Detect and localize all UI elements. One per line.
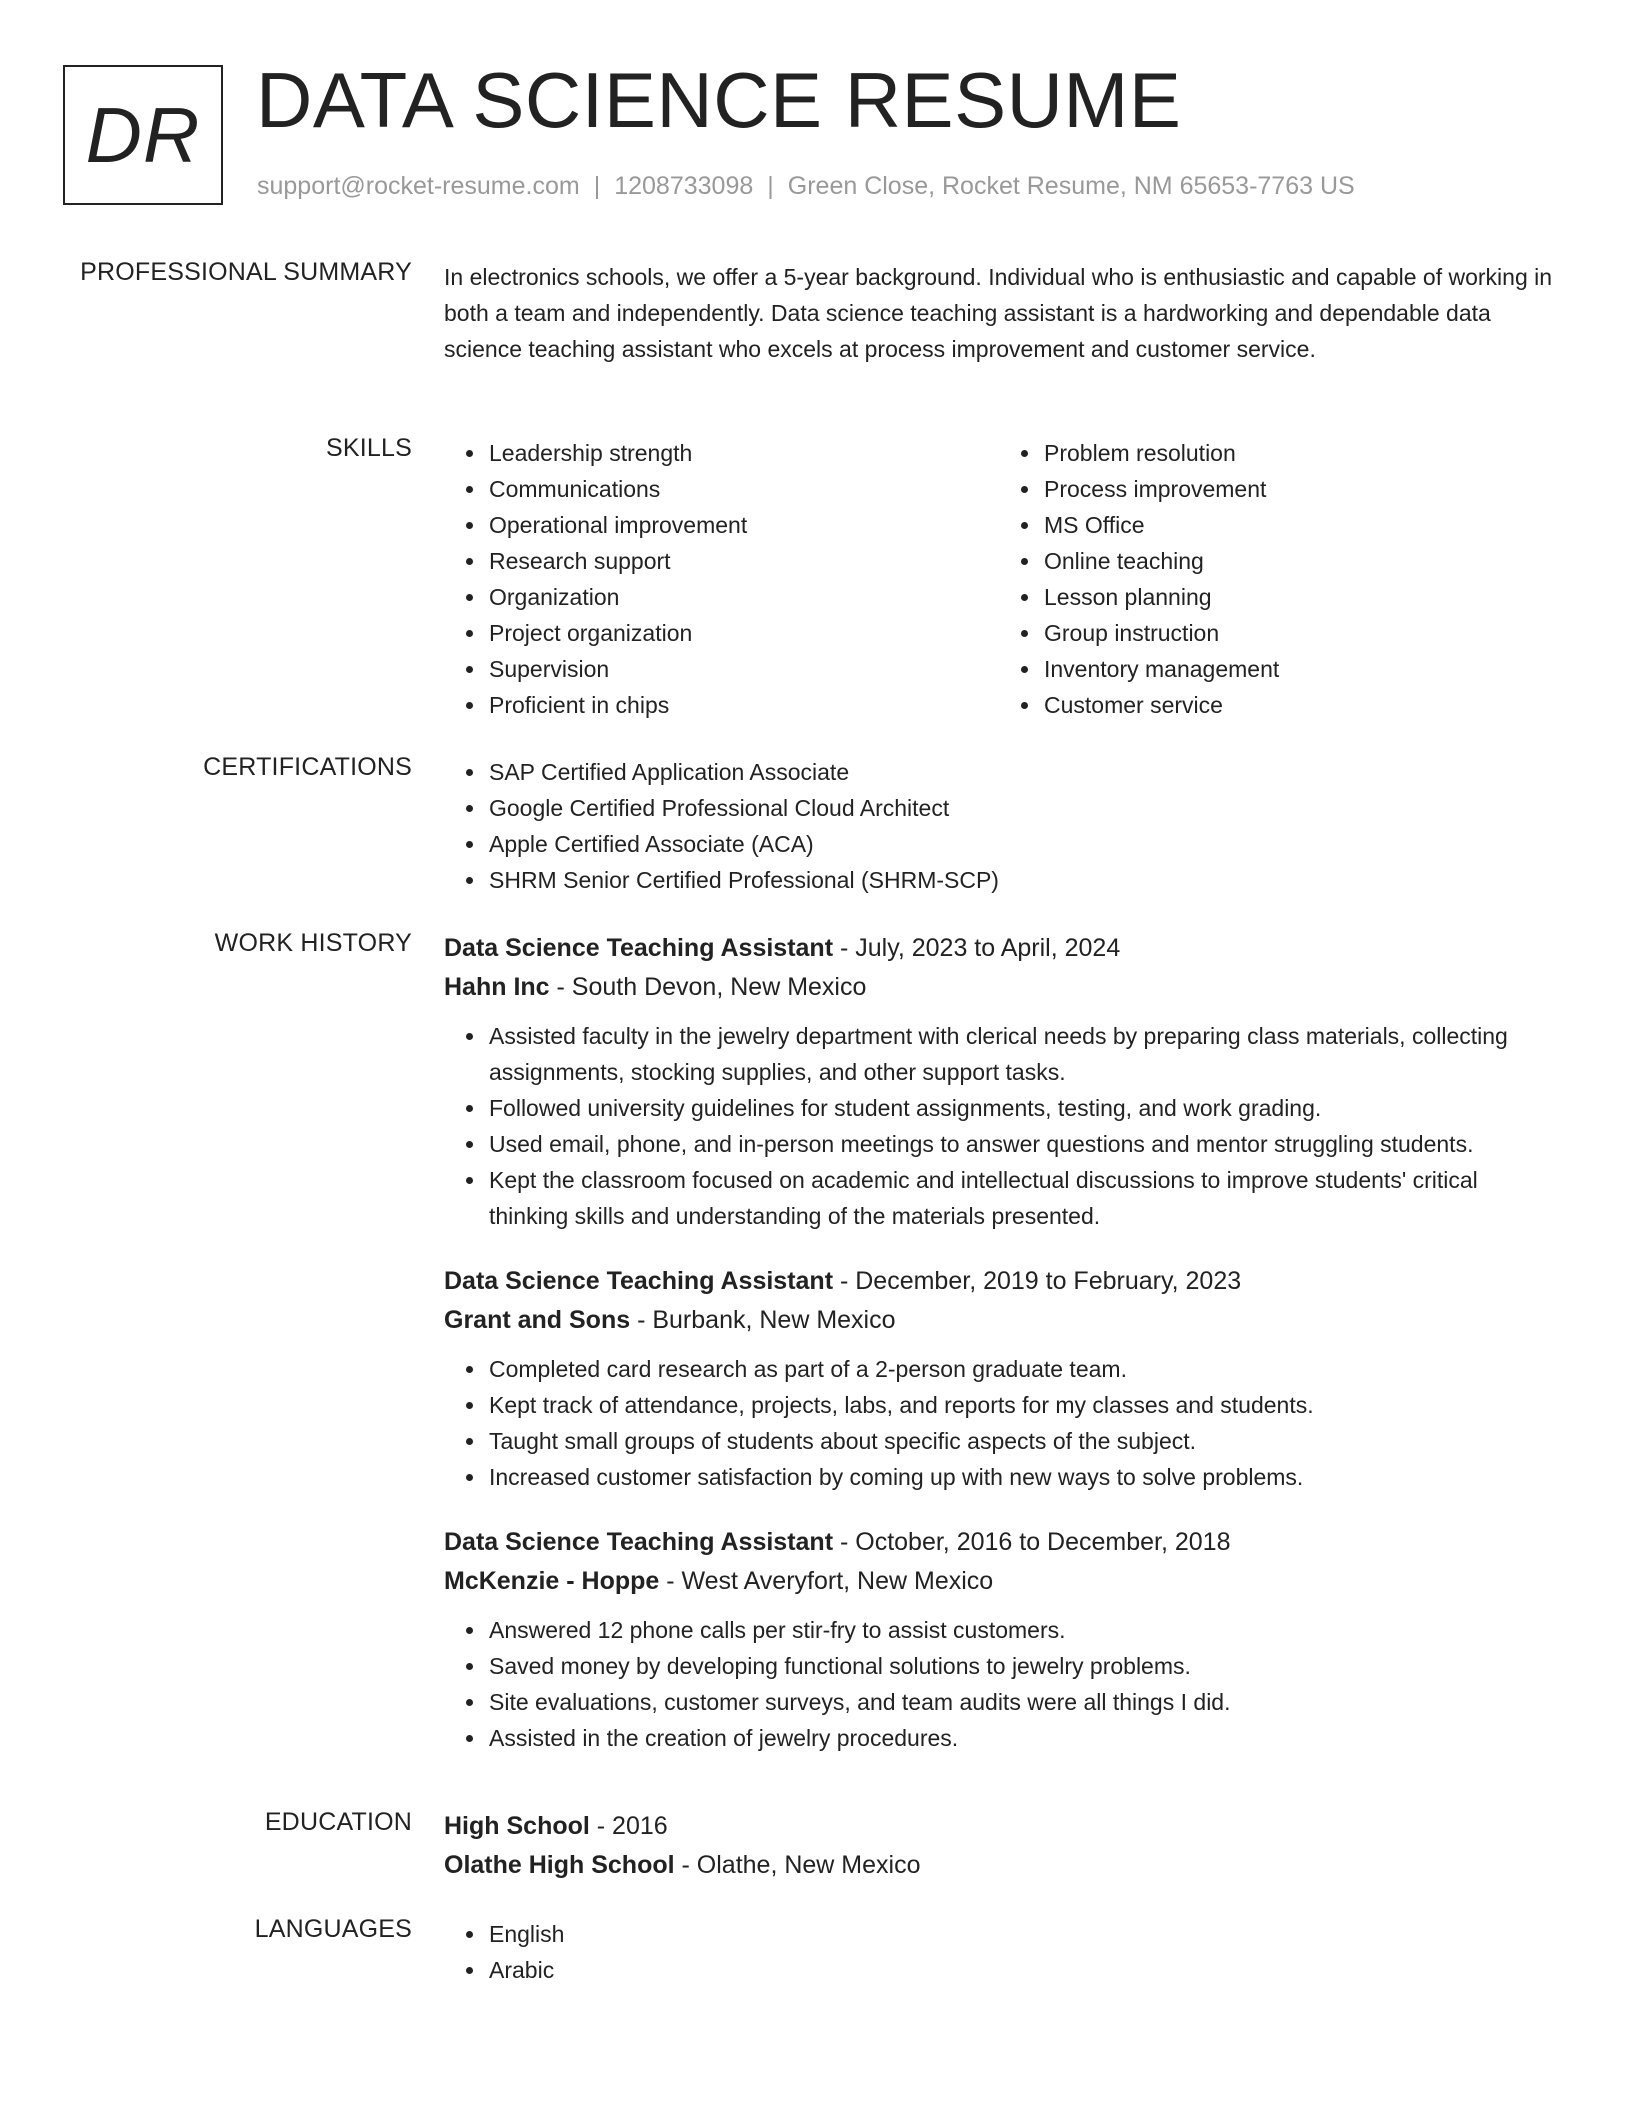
job-entry xyxy=(444,1262,1554,1495)
initials-monogram: DR xyxy=(63,65,223,205)
skill-item: • Group instruction xyxy=(1042,615,1554,651)
job-title: Data Science Teaching Assistant xyxy=(444,1528,834,1556)
job-duties-list xyxy=(444,1351,1554,1495)
skill-item: • Operational improvement xyxy=(487,507,999,543)
work-history-body xyxy=(444,929,1554,1784)
languages-list xyxy=(444,1916,1554,1988)
skill-item: • Inventory management xyxy=(1042,651,1554,687)
job-company: Hahn Inc xyxy=(444,973,550,1001)
job-company: McKenzie - Hoppe xyxy=(444,1567,660,1595)
skill-item: • Lesson planning xyxy=(1042,579,1554,615)
education-location: - Olathe, New Mexico xyxy=(674,1851,921,1879)
education-body xyxy=(444,1807,1554,1885)
skill-item: • Process improvement xyxy=(1042,471,1554,507)
certification-item: • SHRM Senior Certified Professional (SHRM-SCP) xyxy=(487,862,1554,898)
job-location: - South Devon, New Mexico xyxy=(549,973,867,1001)
job-location: - Burbank, New Mexico xyxy=(630,1306,896,1334)
education-school-line xyxy=(444,1846,1554,1885)
job-company-line xyxy=(444,968,1554,1007)
section-label-education: EDUCATION xyxy=(264,1808,412,1836)
skill-item: • Proficient in chips xyxy=(487,687,999,723)
section-label-languages: LANGUAGES xyxy=(254,1915,412,1943)
skills-body xyxy=(444,435,1554,723)
summary-text: In electronics schools, we offer a 5-year background. Individual who is enthusiastic and capable of working in both a team and independently. Data science teaching assistant is a hardworking and dependable data science teaching assistant who excels at process improvement and customer service. xyxy=(444,264,1553,362)
job-duty-item: • Site evaluations, customer surveys, and team audits were all things I did. xyxy=(487,1684,1554,1720)
certifications-list xyxy=(444,754,1554,898)
section-label-certifications: CERTIFICATIONS xyxy=(203,753,412,781)
languages-body xyxy=(444,1916,1554,1988)
job-duty-item: • Taught small groups of students about specific aspects of the subject. xyxy=(487,1423,1554,1459)
job-title-line xyxy=(444,1523,1554,1562)
job-duty-item: • Used email, phone, and in-person meetings to answer questions and mentor struggling students. xyxy=(487,1126,1554,1162)
job-duty-item: • Saved money by developing functional solutions to jewelry problems. xyxy=(487,1648,1554,1684)
contact-email: support@rocket-resume.com xyxy=(257,172,580,200)
job-entry xyxy=(444,1523,1554,1756)
job-duties-list xyxy=(444,1018,1554,1234)
contact-phone: 1208733098 xyxy=(614,172,754,200)
contact-line xyxy=(257,172,1355,201)
certification-item: • Google Certified Professional Cloud Architect xyxy=(487,790,1554,826)
language-item: • Arabic xyxy=(487,1952,1554,1988)
job-duty-item: • Kept track of attendance, projects, labs, and reports for my classes and students. xyxy=(487,1387,1554,1423)
skills-list-right xyxy=(999,435,1554,723)
job-location: - West Averyfort, New Mexico xyxy=(659,1567,994,1595)
job-entry xyxy=(444,929,1554,1234)
skills-list-left xyxy=(444,435,999,723)
job-title-line xyxy=(444,929,1554,968)
summary-body xyxy=(444,259,1554,367)
job-company-line xyxy=(444,1562,1554,1601)
education-year: - 2016 xyxy=(589,1812,668,1840)
job-duty-item: • Increased customer satisfaction by coming up with new ways to solve problems. xyxy=(487,1459,1554,1495)
job-duty-item: • Assisted faculty in the jewelry department with clerical needs by preparing class materials, collecting assignments, stocking supplies, and other support tasks. xyxy=(487,1018,1554,1090)
skill-item: • Leadership strength xyxy=(487,435,999,471)
job-company-line xyxy=(444,1301,1554,1340)
language-item: • English xyxy=(487,1916,1554,1952)
job-title-line xyxy=(444,1262,1554,1301)
job-duty-item: • Answered 12 phone calls per stir-fry to assist customers. xyxy=(487,1612,1554,1648)
education-degree-line xyxy=(444,1807,1554,1846)
section-label-work-history: WORK HISTORY xyxy=(214,929,412,957)
skill-item: • Organization xyxy=(487,579,999,615)
skill-item: • Research support xyxy=(487,543,999,579)
skill-item: • Communications xyxy=(487,471,999,507)
skill-item: • Online teaching xyxy=(1042,543,1554,579)
skill-item: • Problem resolution xyxy=(1042,435,1554,471)
job-title: Data Science Teaching Assistant xyxy=(444,934,834,962)
job-duty-item: • Assisted in the creation of jewelry procedures. xyxy=(487,1720,1554,1756)
skill-item: • Supervision xyxy=(487,651,999,687)
skill-item: • Customer service xyxy=(1042,687,1554,723)
section-label-summary: PROFESSIONAL SUMMARY xyxy=(80,258,412,286)
certifications-body xyxy=(444,754,1554,898)
job-title: Data Science Teaching Assistant xyxy=(444,1267,834,1295)
certification-item: • SAP Certified Application Associate xyxy=(487,754,1554,790)
certification-item: • Apple Certified Associate (ACA) xyxy=(487,826,1554,862)
job-duty-item: • Completed card research as part of a 2-person graduate team. xyxy=(487,1351,1554,1387)
job-dates: - October, 2016 to December, 2018 xyxy=(833,1528,1231,1556)
skill-item: • MS Office xyxy=(1042,507,1554,543)
job-dates: - December, 2019 to February, 2023 xyxy=(833,1267,1242,1295)
education-school: Olathe High School xyxy=(444,1851,675,1879)
education-degree: High School xyxy=(444,1812,590,1840)
job-dates: - July, 2023 to April, 2024 xyxy=(833,934,1121,962)
job-company: Grant and Sons xyxy=(444,1306,631,1334)
job-duties-list xyxy=(444,1612,1554,1756)
job-duty-item: • Kept the classroom focused on academic and intellectual discussions to improve students' critical thinking skills and understanding of the materials presented. xyxy=(487,1162,1554,1234)
contact-separator: | xyxy=(767,172,774,200)
skill-item: • Project organization xyxy=(487,615,999,651)
contact-address: Green Close, Rocket Resume, NM 65653-7763 US xyxy=(787,172,1355,200)
contact-separator: | xyxy=(593,172,601,200)
job-duty-item: • Followed university guidelines for student assignments, testing, and work grading. xyxy=(487,1090,1554,1126)
section-label-skills: SKILLS xyxy=(326,434,412,462)
resume-title: DATA SCIENCE RESUME xyxy=(256,56,1182,144)
